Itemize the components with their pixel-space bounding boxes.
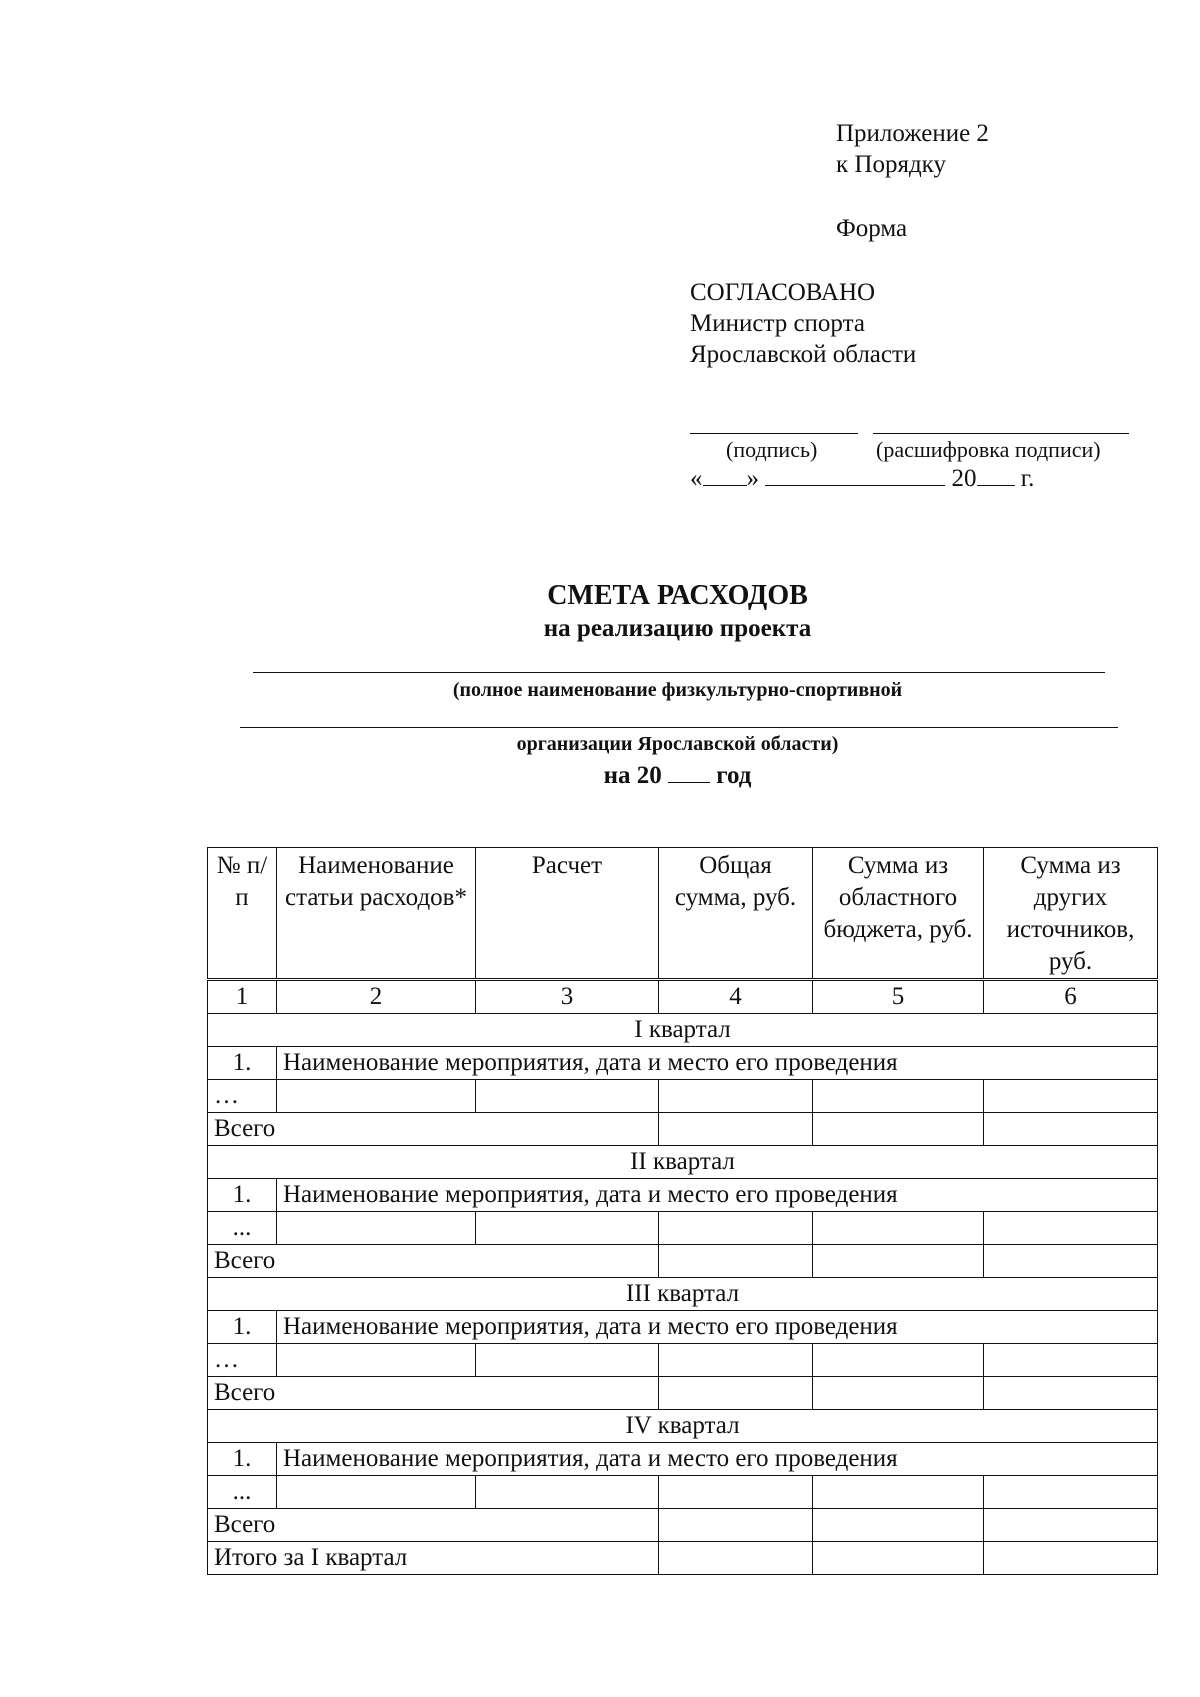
empty-cell[interactable]: [659, 1113, 813, 1146]
org-name-note-1: (полное наименование физкультурно-спортивной: [452, 679, 903, 701]
approval-role: Министр спорта: [690, 310, 865, 337]
empty-cell[interactable]: [813, 1245, 984, 1278]
table-header-row: [208, 848, 1158, 980]
item-name: Наименование мероприятия, дата и место его проведения: [277, 1179, 1158, 1212]
empty-cell[interactable]: [813, 1476, 984, 1509]
total-label: Всего: [208, 1509, 659, 1542]
empty-cell[interactable]: [659, 1212, 813, 1245]
empty-cell[interactable]: [984, 1377, 1158, 1410]
year-blank: [668, 760, 710, 783]
empty-cell[interactable]: [659, 1476, 813, 1509]
item-number: 1.: [208, 1311, 277, 1344]
org-name-note-2: организации Ярославской области): [516, 733, 839, 755]
empty-cell[interactable]: [813, 1212, 984, 1245]
empty-cell[interactable]: [813, 1377, 984, 1410]
approval-stamp: СОГЛАСОВАНО: [690, 279, 876, 306]
empty-cell[interactable]: [277, 1080, 476, 1113]
org-name-line-2: [240, 727, 1118, 728]
empty-cell[interactable]: [277, 1212, 476, 1245]
column-number: 4: [659, 980, 813, 1014]
empty-cell[interactable]: [659, 1344, 813, 1377]
empty-cell[interactable]: [984, 1245, 1158, 1278]
table-row: [208, 1344, 1158, 1377]
empty-cell[interactable]: [813, 1542, 984, 1575]
quarter-label: III квартал: [208, 1278, 1158, 1311]
header-number: № п/п: [208, 848, 277, 980]
date-year-suffix: г.: [1020, 465, 1035, 492]
table-row: [208, 1080, 1158, 1113]
total-row: [208, 1113, 1158, 1146]
year-suffix: год: [716, 762, 752, 789]
empty-cell[interactable]: [813, 1080, 984, 1113]
empty-cell[interactable]: [659, 1080, 813, 1113]
empty-cell[interactable]: [813, 1113, 984, 1146]
date-quote-close: »: [746, 465, 759, 492]
year-blank: [977, 463, 1015, 486]
header-item: Наименование статьи расходов*: [277, 848, 476, 980]
form-label: Форма: [836, 215, 908, 242]
quarter-row: [208, 1278, 1158, 1311]
total-label: Всего: [208, 1377, 659, 1410]
empty-cell[interactable]: [984, 1212, 1158, 1245]
header-total-sum: Общая сумма, руб.: [659, 848, 813, 980]
document-subtitle: на реализацию проекта: [543, 615, 812, 642]
document-year: [0, 760, 1200, 790]
ellipsis-cell: …: [208, 1344, 277, 1377]
signature-label: (подпись): [726, 437, 818, 462]
document-title: СМЕТА РАСХОДОВ: [547, 580, 808, 611]
appendix-reference: [836, 118, 989, 180]
empty-cell[interactable]: [813, 1509, 984, 1542]
item-name: Наименование мероприятия, дата и место его проведения: [277, 1047, 1158, 1080]
empty-cell[interactable]: [984, 1080, 1158, 1113]
empty-cell[interactable]: [984, 1344, 1158, 1377]
total-row: [208, 1245, 1158, 1278]
header-other-sources: Сумма из других источников, руб.: [984, 848, 1158, 980]
ellipsis-cell: ...: [208, 1476, 277, 1509]
signature-decoding-line: [873, 433, 1129, 434]
total-label: Всего: [208, 1113, 659, 1146]
empty-cell[interactable]: [476, 1080, 659, 1113]
date-year-prefix: 20: [951, 465, 977, 492]
empty-cell[interactable]: [277, 1344, 476, 1377]
empty-cell[interactable]: [659, 1245, 813, 1278]
approval-date: [690, 463, 1034, 493]
expense-table: [207, 847, 1158, 1575]
year-prefix: на 20: [603, 762, 662, 789]
day-blank: [703, 463, 747, 486]
empty-cell[interactable]: [984, 1542, 1158, 1575]
item-name: Наименование мероприятия, дата и место его проведения: [277, 1443, 1158, 1476]
quarter-row: [208, 1410, 1158, 1443]
item-number: 1.: [208, 1443, 277, 1476]
table-row: [208, 1179, 1158, 1212]
empty-cell[interactable]: [277, 1476, 476, 1509]
appendix-order: к Порядку: [836, 151, 946, 178]
empty-cell[interactable]: [813, 1344, 984, 1377]
item-number: 1.: [208, 1179, 277, 1212]
column-number: 6: [984, 980, 1158, 1014]
signature-decoding-label: (расшифровка подписи): [876, 437, 1101, 462]
date-quote-open: «: [690, 465, 703, 492]
empty-cell[interactable]: [476, 1344, 659, 1377]
column-number: 1: [208, 980, 277, 1014]
ellipsis-cell: ...: [208, 1212, 277, 1245]
table-row: [208, 1212, 1158, 1245]
empty-cell[interactable]: [476, 1212, 659, 1245]
empty-cell[interactable]: [659, 1377, 813, 1410]
table-row: [208, 1476, 1158, 1509]
empty-cell[interactable]: [659, 1509, 813, 1542]
quarter-label: II квартал: [208, 1146, 1158, 1179]
header-regional-budget: Сумма из областного бюджета, руб.: [813, 848, 984, 980]
quarter-label: I квартал: [208, 1014, 1158, 1047]
table-row: [208, 1047, 1158, 1080]
approval-region: Ярославской области: [690, 341, 917, 368]
column-number: 5: [813, 980, 984, 1014]
total-row: [208, 1509, 1158, 1542]
table-row: [208, 1311, 1158, 1344]
item-name: Наименование мероприятия, дата и место его проведения: [277, 1311, 1158, 1344]
empty-cell[interactable]: [984, 1113, 1158, 1146]
quarter-row: [208, 1014, 1158, 1047]
empty-cell[interactable]: [476, 1476, 659, 1509]
quarter-label: IV квартал: [208, 1410, 1158, 1443]
column-number: 3: [476, 980, 659, 1014]
approval-block: [690, 277, 916, 370]
empty-cell[interactable]: [984, 1509, 1158, 1542]
grand-total-label: Итого за I квартал: [208, 1542, 659, 1575]
header-calculation: Расчет: [476, 848, 659, 980]
table-row: [208, 1443, 1158, 1476]
org-name-line-1: [253, 672, 1105, 673]
total-label: Всего: [208, 1245, 659, 1278]
item-number: 1.: [208, 1047, 277, 1080]
grand-total-row: [208, 1542, 1158, 1575]
column-number-row: [208, 980, 1158, 1014]
appendix-number: Приложение 2: [836, 120, 989, 147]
ellipsis-cell: …: [208, 1080, 277, 1113]
empty-cell[interactable]: [984, 1476, 1158, 1509]
quarter-row: [208, 1146, 1158, 1179]
signature-line: [690, 433, 858, 434]
empty-cell[interactable]: [659, 1542, 813, 1575]
month-blank: [765, 463, 945, 486]
column-number: 2: [277, 980, 476, 1014]
total-row: [208, 1377, 1158, 1410]
